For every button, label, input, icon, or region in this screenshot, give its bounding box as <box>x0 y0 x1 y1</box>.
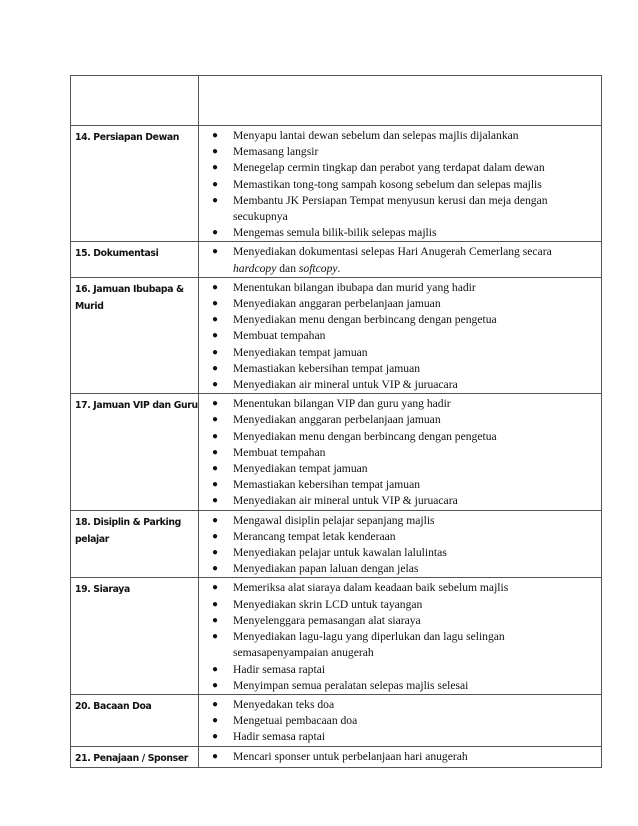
list-item <box>199 580 597 596</box>
duties-table <box>70 75 602 768</box>
bullet-icon: ● <box>212 130 219 141</box>
item-text: Menentukan bilangan ibubapa dan murid yang hadir <box>233 280 476 294</box>
item-text: Memastiakan kebersihan tempat jamuan <box>233 361 421 375</box>
bullet-icon: ● <box>212 750 219 762</box>
table-row <box>71 126 602 242</box>
bullet-icon: ● <box>212 663 219 675</box>
table-row <box>71 277 602 393</box>
bullet-icon: ● <box>212 162 219 174</box>
task-name: 20. Bacaan Doa <box>71 694 199 746</box>
responsibilities-cell <box>199 126 602 242</box>
responsibility-list <box>199 396 597 509</box>
item-text: Menyediakan lagu-lagu yang diperlukan dan lagu selingan semasapenyampaian anugerah <box>233 630 505 660</box>
header-cell-responsibilities <box>199 76 602 126</box>
list-item <box>199 361 597 377</box>
bullet-icon: ● <box>212 446 219 458</box>
bullet-icon: ● <box>212 479 219 491</box>
header-cell-task <box>71 76 199 126</box>
bullet-icon: ● <box>212 379 219 391</box>
bullet-icon: ● <box>212 582 219 594</box>
bullet-icon: ● <box>212 227 219 239</box>
item-text: Memastikan tong-tong sampah kosong sebelum dan selepas majlis <box>233 177 542 191</box>
bullet-icon: ● <box>212 346 219 358</box>
list-item <box>199 713 597 729</box>
responsibilities-cell <box>199 394 602 510</box>
table-row <box>71 746 602 768</box>
table-row <box>71 394 602 510</box>
responsibility-list <box>199 749 597 765</box>
item-text: Menyediakan tempat jamuan <box>233 462 368 476</box>
list-item <box>199 225 597 241</box>
list-item <box>199 296 597 312</box>
table-row <box>71 242 602 277</box>
item-text-emphasis: softcopy <box>298 261 338 275</box>
responsibility-list <box>199 280 597 393</box>
item-text: Menyediakan dokumentasi selepas Hari Anugerah Cemerlang secara <box>233 245 552 259</box>
list-item <box>199 662 597 678</box>
bullet-icon: ● <box>212 598 219 610</box>
list-item <box>199 144 597 160</box>
responsibility-list <box>199 128 597 241</box>
item-text: dan <box>276 261 299 275</box>
task-name: 15. Dokumentasi <box>71 242 199 277</box>
list-item <box>199 312 597 328</box>
list-item <box>199 461 597 477</box>
bullet-icon: ● <box>212 246 219 258</box>
list-item <box>199 160 597 176</box>
item-text: Mencari sponser untuk perbelanjaan hari anugerah <box>233 749 468 763</box>
bullet-icon: ● <box>212 330 219 342</box>
list-item <box>199 396 597 412</box>
list-item <box>199 513 597 529</box>
item-text: Membuat tempahan <box>233 329 326 343</box>
bullet-icon: ● <box>212 731 219 743</box>
bullet-icon: ● <box>212 563 219 575</box>
bullet-icon: ● <box>212 398 219 410</box>
responsibilities-cell <box>199 277 602 393</box>
bullet-icon: ● <box>212 514 219 526</box>
list-item <box>199 377 597 393</box>
bullet-icon: ● <box>212 530 219 542</box>
item-text: Memastiakan kebersihan tempat jamuan <box>233 478 421 492</box>
item-text: Merancang tempat letak kenderaan <box>233 529 396 543</box>
item-text: Menyapu lantai dewan sebelum dan selepas majlis dijalankan <box>233 129 519 142</box>
list-item <box>199 477 597 493</box>
list-item <box>199 193 597 225</box>
responsibility-list <box>199 580 597 693</box>
item-text: Menentukan bilangan VIP dan guru yang hadir <box>233 397 451 411</box>
bullet-icon: ● <box>212 614 219 626</box>
list-item <box>199 328 597 344</box>
task-name: 14. Persiapan Dewan <box>71 126 199 242</box>
item-text: Menyediakan anggaran perbelanjaan jamuan <box>233 413 441 427</box>
item-text: Mengetuai pembacaan doa <box>233 714 358 728</box>
table-header-row <box>71 76 602 126</box>
responsibilities-cell <box>199 242 602 277</box>
list-item <box>199 613 597 629</box>
list-item <box>199 445 597 461</box>
list-item <box>199 177 597 193</box>
task-name: 18. Disiplin & Parking pelajar <box>71 510 199 578</box>
item-text: Membuat tempahan <box>233 445 326 459</box>
item-text: Hadir semasa raptai <box>233 662 326 676</box>
list-item <box>199 244 597 276</box>
item-text-emphasis: hardcopy <box>233 261 277 275</box>
bullet-icon: ● <box>212 463 219 475</box>
item-text: Menyediakan anggaran perbelanjaan jamuan <box>233 297 441 311</box>
list-item <box>199 412 597 428</box>
table-row <box>71 694 602 746</box>
bullet-icon: ● <box>212 715 219 727</box>
item-text: Hadir semasa raptai <box>233 730 326 744</box>
responsibility-list <box>199 244 597 276</box>
bullet-icon: ● <box>212 495 219 507</box>
task-name: 16. Jamuan Ibubapa & Murid <box>71 277 199 393</box>
item-text: Menyediakan menu dengan berbincang dengan pengetua <box>233 429 497 443</box>
item-text: Memeriksa alat siaraya dalam keadaan baik sebelum majlis <box>233 581 509 595</box>
item-text: Mengawal disiplin pelajar sepanjang majlis <box>233 513 435 527</box>
list-item <box>199 280 597 296</box>
list-item <box>199 493 597 509</box>
list-item <box>199 561 597 577</box>
item-text: Menyediakan pelajar untuk kawalan lalulintas <box>233 546 447 560</box>
list-item <box>199 749 597 765</box>
responsibility-list <box>199 697 597 746</box>
list-item <box>199 678 597 694</box>
list-item <box>199 128 597 144</box>
list-item <box>199 529 597 545</box>
bullet-icon: ● <box>212 547 219 559</box>
bullet-icon: ● <box>212 178 219 190</box>
item-text: Menyedakan teks doa <box>233 697 335 711</box>
bullet-icon: ● <box>212 679 219 691</box>
bullet-icon: ● <box>212 631 219 643</box>
task-name: 21. Penajaan / Sponser <box>71 746 199 768</box>
item-text: . <box>337 261 341 275</box>
list-item <box>199 345 597 361</box>
item-text: Menyimpan semua peralatan selepas majlis selesai <box>233 678 469 692</box>
responsibilities-cell <box>199 746 602 768</box>
responsibilities-cell <box>199 694 602 746</box>
task-name: 19. Siaraya <box>71 578 199 694</box>
item-text: Menyelenggara pemasangan alat siaraya <box>233 613 421 627</box>
responsibilities-cell <box>199 510 602 578</box>
item-text: Menyediakan air mineral untuk VIP & juruacara <box>233 494 458 508</box>
bullet-icon: ● <box>212 298 219 310</box>
item-text: Menyediakan papan laluan dengan jelas <box>233 562 419 576</box>
list-item <box>199 729 597 745</box>
bullet-icon: ● <box>212 414 219 426</box>
bullet-icon: ● <box>212 314 219 326</box>
bullet-icon: ● <box>212 146 219 158</box>
list-item <box>199 545 597 561</box>
list-item <box>199 697 597 713</box>
item-text: Menyediakan tempat jamuan <box>233 345 368 359</box>
table-row <box>71 578 602 694</box>
item-text: Membantu JK Persiapan Tempat menyusun kerusi dan meja dengan secukupnya <box>233 193 548 224</box>
bullet-icon: ● <box>212 698 219 710</box>
item-text: Menegelap cermin tingkap dan perabot yang terdapat dalam dewan <box>233 161 545 175</box>
item-text: Menyediakan menu dengan berbincang dengan pengetua <box>233 313 497 327</box>
bullet-icon: ● <box>212 194 219 206</box>
item-text: Menyediakan air mineral untuk VIP & juruacara <box>233 378 458 392</box>
bullet-icon: ● <box>212 281 219 293</box>
bullet-icon: ● <box>212 430 219 442</box>
list-item <box>199 429 597 445</box>
list-item <box>199 629 597 661</box>
table-row <box>71 510 602 578</box>
item-text: Menyediakan skrin LCD untuk tayangan <box>233 597 423 611</box>
responsibility-list <box>199 513 597 578</box>
item-text: Mengemas semula bilik-bilik selepas majlis <box>233 226 437 240</box>
list-item <box>199 597 597 613</box>
responsibilities-cell <box>199 578 602 694</box>
bullet-icon: ● <box>212 362 219 374</box>
item-text: Memasang langsir <box>233 145 319 159</box>
task-name: 17. Jamuan VIP dan Guru <box>71 394 199 510</box>
